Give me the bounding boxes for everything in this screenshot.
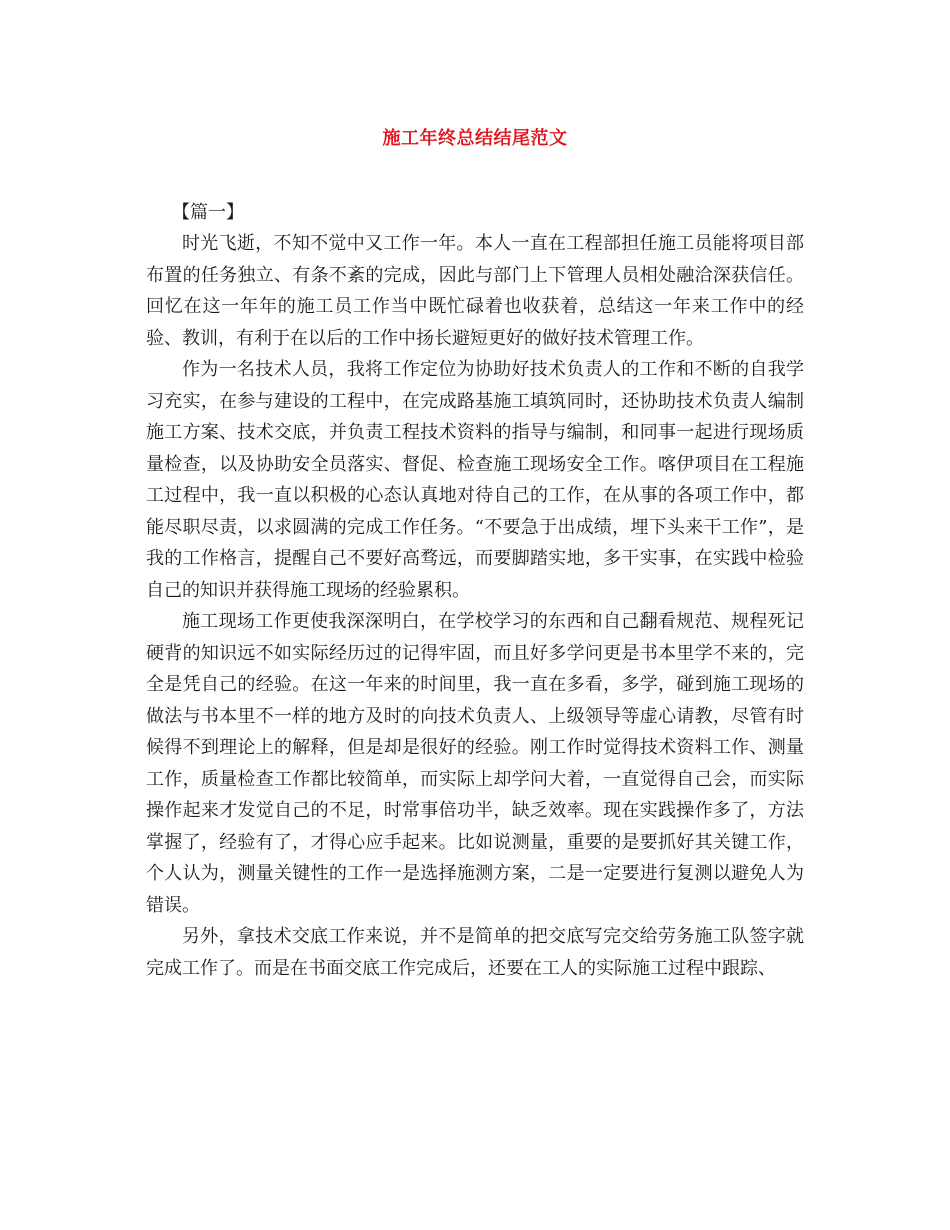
section-heading: 【篇一】 — [172, 202, 244, 223]
document-body — [146, 228, 804, 984]
document-title: 施工年终总结结尾范文 — [382, 128, 568, 149]
body-paragraph: 施工现场工作更使我深深明白，在学校学习的东西和自己翻看规范、规程死记硬背的知识远不如实际经历过的记得牢固，而且好多学问更是书本里学不来的，完全是凭自己的经验。在这一年来的时间里，我一直在多看，多学，碰到施工现场的做法与书本里不一样的地方及时的向技术负责人、上级领导等虚心请教，尽管有时候得不到理论上的解释，但是却是很好的经验。刚工作时觉得技术资料工作、测量工作，质量检查工作都比较简单，而实际上却学问大着，一直觉得自己会，而实际操作起来才发觉自己的不足，时常事倍功半，缺乏效率。现在实践操作多了，方法掌握了，经验有了，才得心应手起来。比如说测量，重要的是要抓好其关键工作，个人认为，测量关键性的工作一是选择施测方案，二是一定要进行复测以避免人为错误。 — [146, 611, 804, 916]
body-paragraph: 作为一名技术人员，我将工作定位为协助好技术负责人的工作和不断的自我学习充实，在参与建设的工程中，在完成路基施工填筑同时，还协助技术负责人编制施工方案、技术交底，并负责工程技术资料的指导与编制，和同事一起进行现场质量检查，以及协助安全员落实、督促、检查施工现场安全工作。喀伊项目在工程施工过程中，我一直以积极的心态认真地对待自己的工作，在从事的各项工作中，都能尽职尽责，以求圆满的完成工作任务。“不要急于出成绩，埋下头来干工作”，是我的工作格言，提醒自己不要好高骛远，而要脚踏实地，多干实事，在实践中检验自己的知识并获得施工现场的经验累积。 — [146, 359, 804, 601]
body-paragraph: 另外，拿技术交底工作来说，并不是简单的把交底写完交给劳务施工队签字就完成工作了。而是在书面交底工作完成后，还要在工人的实际施工过程中跟踪、 — [146, 926, 804, 979]
body-paragraph: 时光飞逝，不知不觉中又工作一年。本人一直在工程部担任施工员能将项目部布置的任务独立、有条不紊的完成，因此与部门上下管理人员相处融洽深获信任。回忆在这一年年的施工员工作当中既忙碌着也收获着，总结这一年来工作中的经验、教训，有利于在以后的工作中扬长避短更好的做好技术管理工作。 — [146, 233, 804, 349]
